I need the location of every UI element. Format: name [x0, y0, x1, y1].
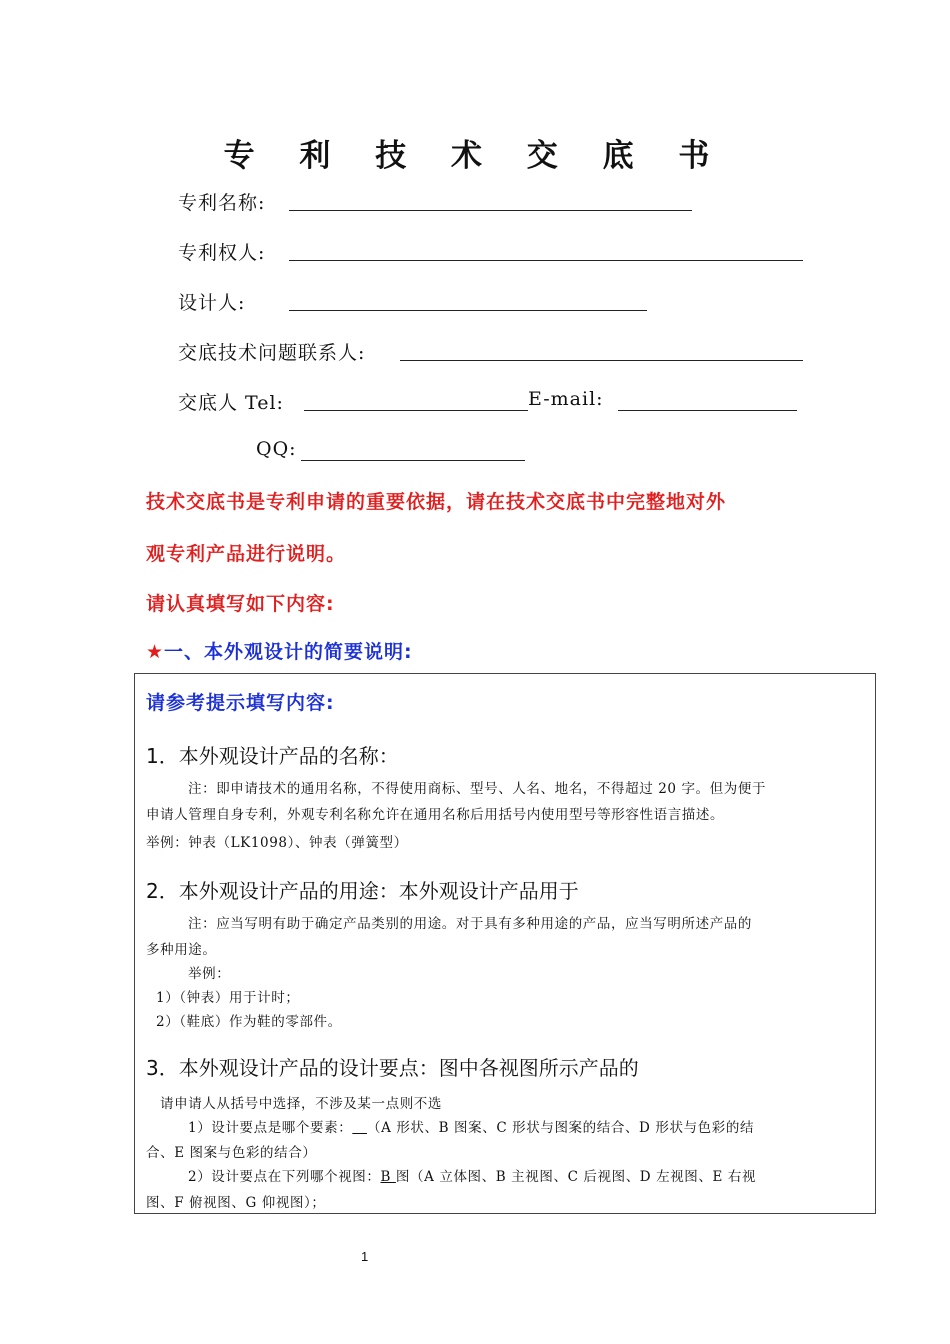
email-label: E-mail: — [528, 388, 604, 410]
contact-field[interactable] — [400, 360, 803, 361]
item-2-note-line-2: 多种用途。 — [146, 942, 217, 958]
item-2-note-line-1: 注：应当写明有助于确定产品类别的用途。对于具有多种用途的产品，应当写明所述产品的 — [188, 916, 752, 932]
notice-line-3: 请认真填写如下内容: — [146, 593, 335, 615]
q1-answer-blank[interactable] — [352, 1120, 367, 1136]
designer-field[interactable] — [289, 310, 647, 311]
email-field[interactable] — [618, 410, 797, 411]
notice-line-1: 技术交底书是专利申请的重要依据，请在技术交底书中完整地对外 — [146, 491, 727, 513]
page-number: 1 — [361, 1249, 369, 1264]
qq-label: QQ: — [256, 438, 297, 460]
tel-field[interactable] — [304, 410, 528, 411]
item-3-question-2-line-2: 图、F 俯视图、G 仰视图）； — [146, 1195, 326, 1211]
item-3-question-1-line-2: 合、E 图案与色彩的结合） — [146, 1145, 317, 1161]
item-2-example-label: 举例： — [188, 966, 231, 982]
patent-name-field[interactable] — [289, 210, 692, 211]
designer-label: 设计人: — [178, 292, 246, 314]
item-3-title: 3．本外观设计产品的设计要点：图中各视图所示产品的 — [146, 1056, 639, 1080]
item-1-note-line-2: 申请人管理自身专利，外观专利名称允许在通用名称后用括号内使用型号等形容性语言描述。 — [146, 807, 725, 823]
hint-heading: 请参考提示填写内容: — [146, 692, 335, 714]
star-icon: ★ — [146, 641, 165, 663]
item-3-question-1: 1）设计要点是哪个要素： （A 形状、B 图案、C 形状与图案的结合、D 形状与色彩的结 — [188, 1120, 755, 1136]
q2-answer[interactable]: B — [380, 1169, 396, 1185]
item-1-note-line-1: 注：即申请技术的通用名称，不得使用商标、型号、人名、地名，不得超过 20 字。但为便于 — [188, 781, 767, 797]
patentee-field[interactable] — [289, 260, 803, 261]
patent-name-label: 专利名称: — [178, 192, 266, 214]
item-2-example-1: 1）（钟表）用于计时； — [156, 990, 300, 1006]
notice-line-2: 观专利产品进行说明。 — [146, 543, 347, 565]
item-3-instruction: 请申请人从括号中选择，不涉及某一点则不选 — [160, 1096, 442, 1112]
patentee-label: 专利权人: — [178, 242, 266, 264]
qq-field[interactable] — [301, 460, 525, 461]
contact-label: 交底技术问题联系人: — [178, 342, 366, 364]
item-1-example: 举例：钟表（LK1098）、钟表（弹簧型） — [146, 835, 408, 851]
item-1-title: 1．本外观设计产品的名称： — [146, 744, 399, 768]
item-3-question-2: 2）设计要点在下列哪个视图：B 图（A 立体图、B 主视图、C 后视图、D 左视图、E 右视 — [188, 1169, 757, 1185]
tel-label: 交底人 Tel: — [178, 392, 284, 414]
item-2-title: 2．本外观设计产品的用途：本外观设计产品用于 — [146, 879, 579, 903]
section-1-heading: ★一、本外观设计的简要说明: — [146, 641, 413, 663]
page-title: 专 利 技 术 交 底 书 — [223, 138, 727, 174]
item-2-example-2: 2）（鞋底）作为鞋的零部件。 — [156, 1014, 342, 1030]
